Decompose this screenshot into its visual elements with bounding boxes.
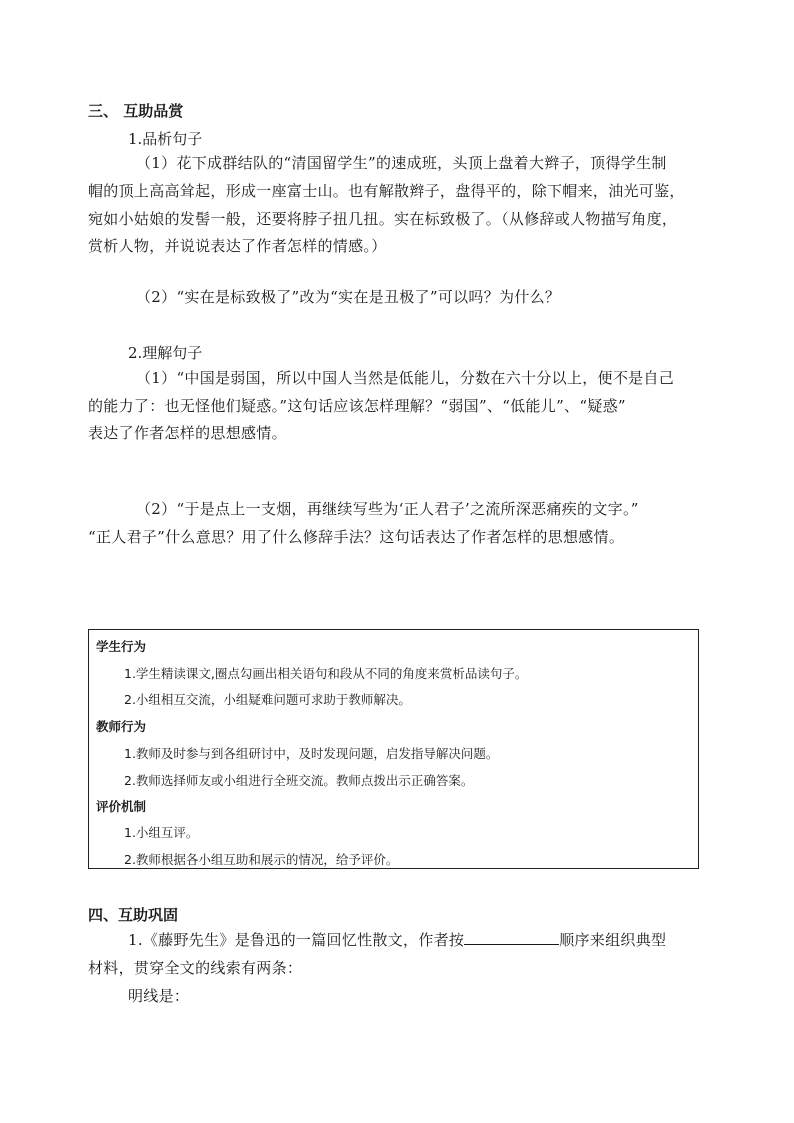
question-3-line-2: 的能力了：也无怪他们疑惑。”这句话应该怎样理解？“弱国”、“低能儿”、“疑惑” — [88, 397, 626, 415]
fill-question-line-1 — [128, 926, 666, 954]
question-2: （2）“实在是标致极了”改为“实在是丑极了”可以吗？为什么？ — [136, 288, 561, 306]
subheading-analyze-sentences: 1.品析句子 — [128, 130, 203, 148]
student-item-2: 2.小组相互交流，小组疑难问题可求助于教师解决。 — [124, 692, 411, 707]
question-1-line-3: 宛如小姑娘的发髻一般，还要将脖子扭几扭。实在标致极了。（从修辞或人物描写角度， — [88, 210, 678, 228]
teacher-item-1: 1.教师及时参与到各组研讨中，及时发现问题，启发指导解决问题。 — [124, 746, 499, 761]
question-1-line-4: 赏析人物，并说说表达了作者怎样的情感。） — [88, 237, 387, 255]
question-3-line-1: （1）“中国是弱国，所以中国人当然是低能儿，分数在六十分以上，便不是自己 — [136, 369, 675, 387]
subheading-understand-sentences: 2.理解句子 — [128, 344, 203, 362]
section-4-title: 四、互助巩固 — [88, 906, 179, 924]
question-3-line-3: 表达了作者怎样的思想感情。 — [88, 424, 287, 442]
answer-blank[interactable] — [464, 929, 559, 945]
fill-question-after: 顺序来组织典型 — [559, 931, 667, 949]
fill-question-before: 1.《藤野先生》是鲁迅的一篇回忆性散文，作者按 — [128, 931, 465, 949]
evaluation-title: 评价机制 — [96, 799, 147, 814]
evaluation-item-1: 1.小组互评。 — [124, 825, 199, 840]
student-item-1: 1.学生精读课文,圈点勾画出相关语句和段从不同的角度来赏析品读句子。 — [124, 666, 528, 681]
student-behavior-title: 学生行为 — [96, 639, 147, 654]
question-4-line-1: （2）“于是点上一支烟，再继续写些为‘正人君子’之流所深恶痛疾的文字。” — [136, 500, 639, 518]
question-1-line-2: 帽的顶上高高耸起，形成一座富士山。也有解散辫子，盘得平的，除下帽来，油光可鉴， — [88, 182, 685, 200]
evaluation-item-2: 2.教师根据各小组互助和展示的情况，给予评价。 — [124, 852, 399, 867]
question-4-line-2: “正人君子”什么意思？用了什么修辞手法？这句话表达了作者怎样的思想感情。 — [88, 528, 625, 546]
teacher-item-2: 2.教师选择师友或小组进行全班交流。教师点拨出示正确答案。 — [124, 773, 474, 788]
question-1-line-1: （1）花下成群结队的“清国留学生”的速成班，头顶上盘着大辫子，顶得学生制 — [136, 154, 667, 172]
main-clue-label: 明线是： — [128, 987, 190, 1005]
section-3-title: 三、 互助品赏 — [88, 102, 184, 120]
teacher-behavior-title: 教师行为 — [96, 719, 147, 734]
behavior-box — [88, 629, 699, 869]
fill-question-line-2: 材料，贯穿全文的线索有两条： — [88, 959, 303, 977]
